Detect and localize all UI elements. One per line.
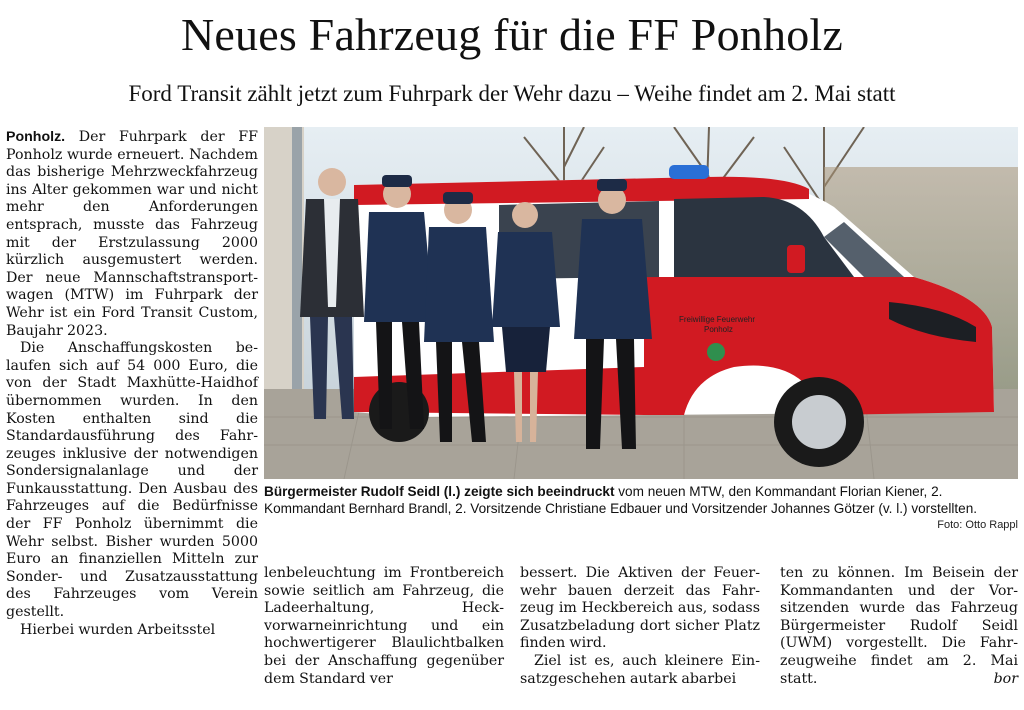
article-paragraph: Ziel ist es, auch kleinere Einsatzgeschehen autark abarbei: [520, 652, 760, 687]
article-paragraph: bessert. Die Aktiven der Feuerwehr bauen derzeit das Fahrzeug im Heckbereich aus, sodass Zusatzbeladung dort sicher Platz finden wird.: [520, 565, 760, 652]
article-column-3: [520, 565, 760, 688]
article-column-1: [6, 129, 258, 639]
author-initials: bor: [993, 670, 1018, 687]
paragraph-text: ten zu können. Im Beisein der Kommandanten und der Vorsitzenden wurde das Fahrzeug Bürgermeister Rudolf Seidl (UWM) vorgestellt. Die Fahrzeugweihe findet am 2. Mai statt.: [780, 565, 1018, 687]
door-text-1: Freiwillige Feuerwehr: [679, 315, 756, 324]
article-column-2: [264, 565, 504, 688]
article-paragraph: [780, 565, 1018, 688]
article-paragraph: Die Anschaffungskosten belaufen sich auf 54 000 Euro, die von der Stadt Maxhütte-Haidhof übernommen wurden. In den Kosten enthalten sind die Standardausführung des Fahrzeuges inklusive der notwendigen Sondersignalanlage und der Funkausstattung. Den Ausbau des Fahrzeuges auf die Bedürfnisse der FF Ponholz übernimmt die Wehr selbst. Bisher wurden 5000 Euro an finanziellen Mitteln zur Sonder- und Zusatzausstattung des Fahrzeuges vom Verein gestellt.: [6, 340, 258, 621]
dateline: Ponholz.: [6, 129, 66, 145]
article-paragraph: Hierbei wurden Arbeitsstel: [20, 621, 216, 638]
caption-text: vom neuen MTW, den Kommandant Florian Kiener, 2. Kommandant Bernhard Brandl, 2. Vorsitzende Christiane Edbauer und Vorsitzender Johannes Götzer (v. l.) vorstellten.: [264, 484, 978, 516]
photo-credit: Foto: Otto Rappl: [937, 519, 1018, 531]
photo-illustration: [264, 127, 1018, 479]
article-paragraph: lenbeleuchtung im Frontbereich sowie seitlich am Fahrzeug, die Ladeerhaltung, Heckvorwarneinrichtung und ein hochwertigerer Blaulichtbalken bei der Anschaffung gegenüber dem Standard ver: [264, 565, 504, 687]
caption-bold: Bürgermeister Rudolf Seidl (l.) zeigte sich beeindruckt: [264, 484, 615, 499]
article-photo: [264, 127, 1018, 479]
photo-caption: [264, 483, 1018, 517]
article-paragraph: [6, 129, 258, 340]
subheadline: Ford Transit zählt jetzt zum Fuhrpark der Wehr dazu – Weihe findet am 2. Mai statt: [128, 81, 896, 106]
article-column-4: [780, 565, 1018, 688]
paragraph-text: Der Fuhrpark der FF Ponholz wurde erneuert. Nachdem das bisherige Mehrzweckfahrzeug ins Alter gekommen war und nicht mehr den Anforderungen entsprach, musste das Fahrzeug mit der Erstzulassung 2000 kürzlich ausgemustert werden. Der neue Mannschaftstransportwagen (MTW) im Fuhrpark der Wehr ist ein Ford Transit Custom, Baujahr 2023.: [6, 129, 258, 339]
headline: Neues Fahrzeug für die FF Ponholz: [181, 9, 843, 60]
door-text-2: Ponholz: [704, 325, 733, 334]
